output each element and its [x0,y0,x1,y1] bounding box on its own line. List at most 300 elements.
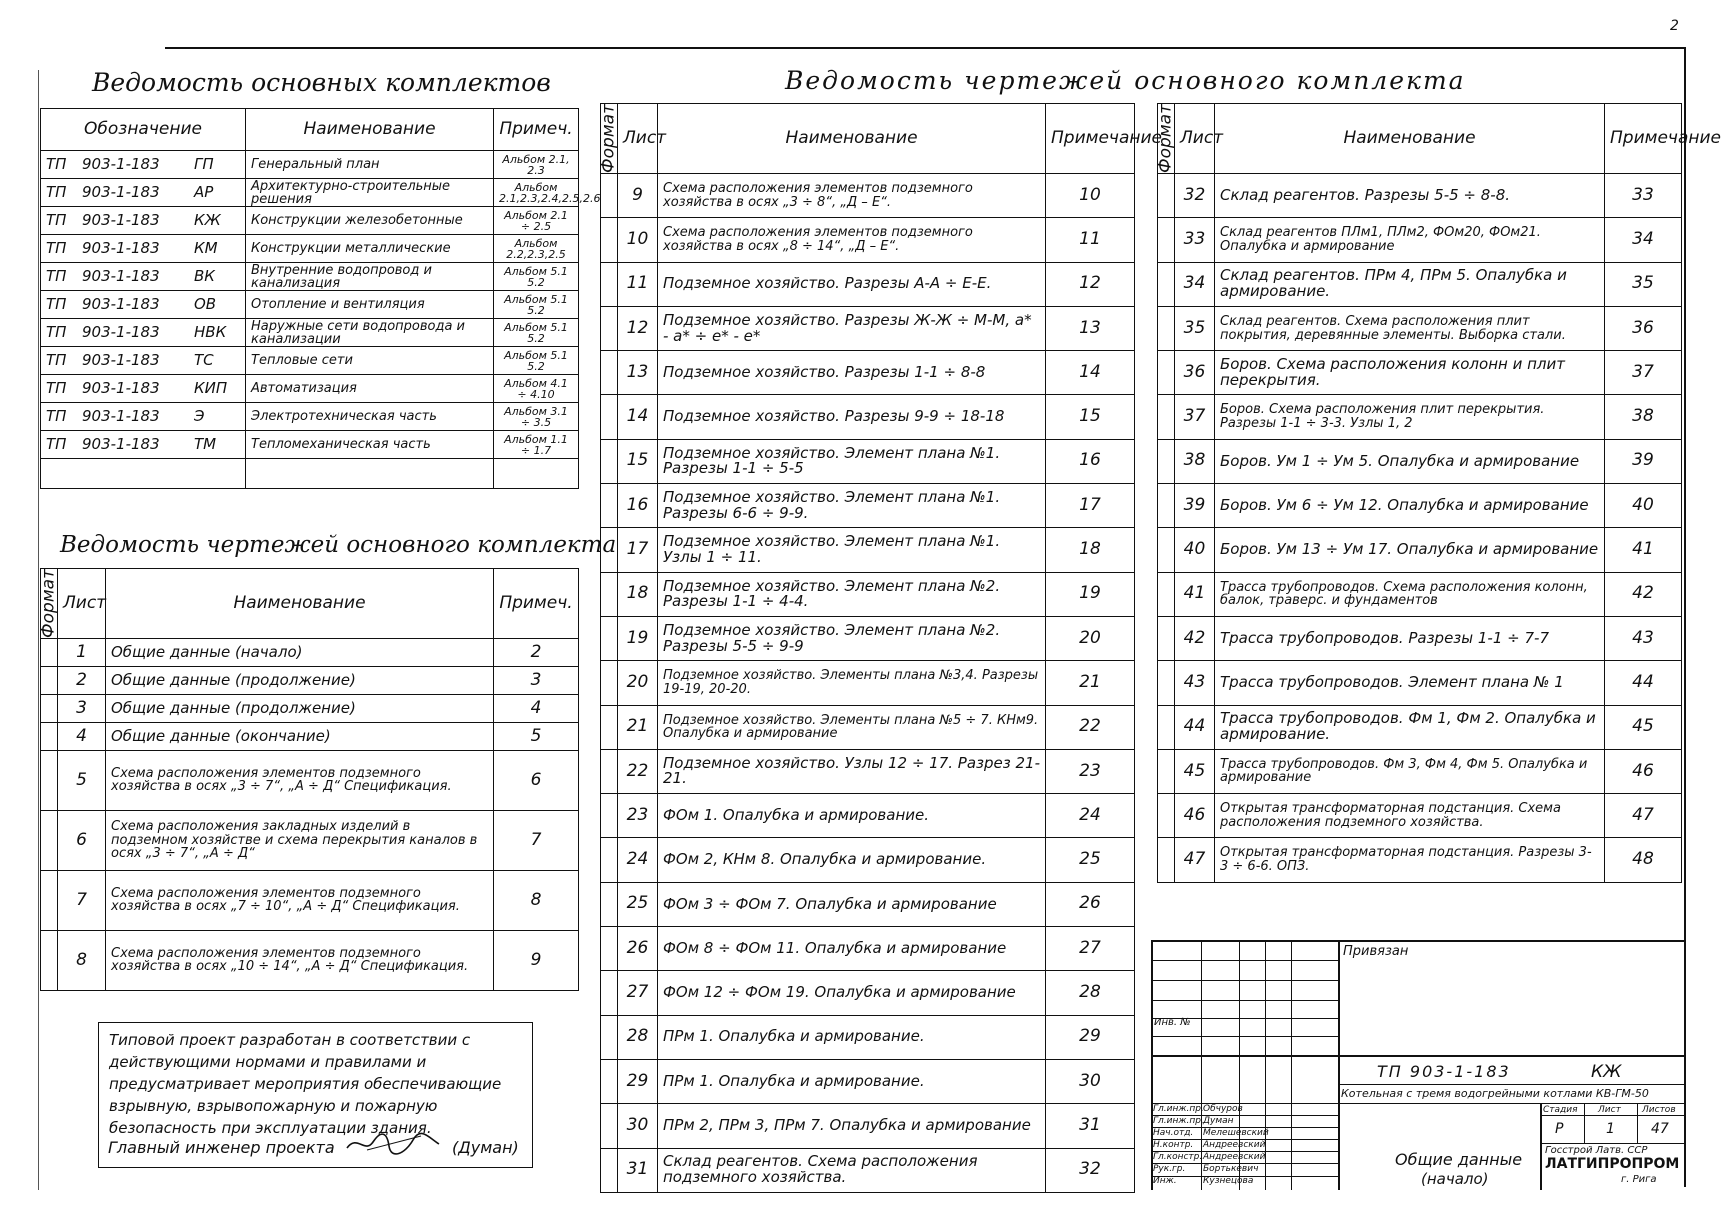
designation-mark: ВК [194,266,215,285]
note-cell: 6 [494,750,579,810]
table-row [601,971,1135,1015]
format-cell [1158,484,1175,528]
name-cell: Подземное хозяйство. Элемент плана №1. Разрезы 1-1 ÷ 5-5 [658,439,1046,483]
table-row [41,870,579,930]
format-cell [601,262,618,306]
table-row [1158,218,1682,262]
signer-role: Гл.инж.пр. [1153,1104,1204,1114]
sheet-cell: 17 [618,528,658,572]
organization-line-1: Госстрой Латв. ССР [1545,1145,1648,1156]
sheet-cell: 40 [1175,528,1215,572]
name-cell: Схема расположения элементов подземного хозяйства в осях „3 ÷ 8“, „Д – Е“. [658,173,1046,217]
sheet-cell: 38 [1175,439,1215,483]
note-cell: 28 [1046,971,1135,1015]
note-cell: 9 [494,930,579,990]
note-cell: 12 [1046,262,1135,306]
name-cell: Трасса трубопроводов. Разрезы 1-1 ÷ 7-7 [1215,616,1605,660]
sheet-cell: 42 [1175,616,1215,660]
note-cell: 45 [1605,705,1682,749]
signer-name: Обчуров [1203,1104,1243,1114]
format-cell [1158,794,1175,838]
sheet-cell: 22 [618,749,658,793]
designation: ТП 903-1-183 [1377,1062,1511,1081]
table-row [601,484,1135,528]
format-cell [41,750,58,810]
name-cell: Отопление и вентиляция [246,291,494,319]
signer-name: Бортькевич [1203,1164,1259,1174]
signer-role: Н.контр. [1153,1140,1194,1150]
object-name: Котельная с тремя водогрейными котлами КВ-ГМ-50 [1341,1087,1649,1100]
name-cell: Автоматизация [246,375,494,403]
note-cell: 5 [494,722,579,750]
note-cell: Альбом 3.1 ÷ 3.5 [494,403,579,431]
designation-code: 903-1-183 [82,434,160,453]
note-cell: 4 [494,694,579,722]
designation-mark: ОВ [194,294,217,313]
table-row [1158,173,1682,217]
name-cell: ФОм 12 ÷ ФОм 19. Опалубка и армирование [658,971,1046,1015]
name-cell: Трасса трубопроводов. Элемент плана № 1 [1215,661,1605,705]
name-cell: Подземное хозяйство. Разрезы Ж-Ж ÷ М-М, а* - а* ÷ е* - е* [658,306,1046,350]
table-row [1158,661,1682,705]
note-cell: 17 [1046,484,1135,528]
name-cell: Схема расположения элементов подземного хозяйства в осях „3 ÷ 7“, „А ÷ Д“ Спецификация. [106,750,494,810]
table-row [601,173,1135,217]
col-note: Примечание [1046,104,1135,174]
designation-cell [41,263,246,291]
col-sheet: Лист [1175,104,1215,174]
table-row [41,319,579,347]
note-cell: 31 [1046,1104,1135,1148]
note-cell: 36 [1605,306,1682,350]
note-cell: 48 [1605,838,1682,882]
set-mark: КЖ [1591,1062,1622,1082]
designation-prefix: ТП [46,434,67,453]
sheet-cell: 5 [58,750,106,810]
name-cell: Подземное хозяйство. Элемент плана №1. Узлы 1 ÷ 11. [658,528,1046,572]
designation-mark: АР [194,182,214,201]
format-cell [601,439,618,483]
name-cell: Схема расположения элементов подземного хозяйства в осях „8 ÷ 14“, „Д – Е“. [658,218,1046,262]
name-cell: Схема расположения элементов подземного хозяйства в осях „7 ÷ 10“, „А ÷ Д“ Спецификация. [106,870,494,930]
note-cell: 44 [1605,661,1682,705]
name-cell: ФОм 2, КНм 8. Опалубка и армирование. [658,838,1046,882]
signer-name: Андреевский [1203,1140,1266,1150]
name-cell: Тепломеханическая часть [246,431,494,459]
sheet-cell: 8 [58,930,106,990]
drawings-table-middle [598,103,1162,1193]
note-cell: 16 [1046,439,1135,483]
table-row [41,638,579,666]
signer-name: Мелешевский [1203,1128,1269,1138]
designation-mark: НВК [194,322,227,341]
note-cell: 10 [1046,173,1135,217]
table-row [601,1015,1135,1059]
format-cell [1158,173,1175,217]
table-row [601,882,1135,926]
sheet-cell: 24 [618,838,658,882]
note-cell: Альбом 5.1 5.2 [494,263,579,291]
sheet-cell: 1 [58,638,106,666]
table-row [601,1059,1135,1103]
format-cell [601,838,618,882]
format-cell [1158,395,1175,439]
name-cell: Подземное хозяйство. Узлы 12 ÷ 17. Разрез 21-21. [658,749,1046,793]
sheet-cell: 12 [618,306,658,350]
note-cell: Альбом 5.1 5.2 [494,347,579,375]
sheet-cell: 6 [58,810,106,870]
sheet-cell: 25 [618,882,658,926]
sheet-number: 1 [1606,1121,1615,1137]
note-cell: 27 [1046,927,1135,971]
sheet-cell: 29 [618,1059,658,1103]
empty-cell [246,459,494,489]
designation-code: 903-1-183 [82,266,160,285]
format-cell [1158,838,1175,882]
note-cell: 40 [1605,484,1682,528]
basic-sets-table [40,108,601,489]
sheet-cell: 41 [1175,572,1215,616]
name-cell: Трасса трубопроводов. Фм 3, Фм 4, Фм 5. Опалубка и армирование [1215,749,1605,793]
sheet-cell: 15 [618,439,658,483]
format-cell [601,971,618,1015]
name-cell: ПРм 1. Опалубка и армирование. [658,1015,1046,1059]
note-cell: 35 [1605,262,1682,306]
sheet-cell: 43 [1175,661,1215,705]
name-cell: Электротехническая часть [246,403,494,431]
name-cell: Открытая трансформаторная подстанция. Схема расположения подземного хозяйства. [1215,794,1605,838]
signer-name: Андреевский [1203,1152,1266,1162]
col-name: Наименование [1215,104,1605,174]
name-cell: Трасса трубопроводов. Схема расположения колонн, балок, траверс. и фундаментов [1215,572,1605,616]
format-cell [601,351,618,395]
signer-role: Инж. [1153,1176,1177,1186]
name-cell: Подземное хозяйство. Элемент плана №1. Разрезы 6-6 ÷ 9-9. [658,484,1046,528]
table-row [41,666,579,694]
table-row [601,749,1135,793]
table-row [41,431,579,459]
name-cell: Открытая трансформаторная подстанция. Разрезы 3-3 ÷ 6-6. ОПЗ. [1215,838,1605,882]
designation-mark: ГП [194,154,214,173]
table-row [601,1104,1135,1148]
note-cell: 19 [1046,572,1135,616]
table-row [41,694,579,722]
designation-code: 903-1-183 [82,210,160,229]
signer-role: Гл.констр. [1153,1152,1203,1162]
sheet-cell: 35 [1175,306,1215,350]
designation-cell [41,347,246,375]
table-row [41,235,579,263]
title-block [1151,940,1684,1190]
name-cell: Общие данные (окончание) [106,722,494,750]
note-cell: 41 [1605,528,1682,572]
drawings-table-left [40,568,579,991]
note-cell: 22 [1046,705,1135,749]
format-cell [601,661,618,705]
note-cell: 42 [1605,572,1682,616]
signer-name: Думан [1203,1116,1234,1126]
frame-right-line [1684,47,1686,1187]
sheet-cell: 18 [618,572,658,616]
note-cell: 34 [1605,218,1682,262]
table-row [601,351,1135,395]
note-cell: Альбом 4.1 ÷ 4.10 [494,375,579,403]
format-cell [601,528,618,572]
sheet-cell: 44 [1175,705,1215,749]
name-cell: Подземное хозяйство. Элементы плана №5 ÷ 7. КНм9. Опалубка и армирование [658,705,1046,749]
name-cell: Боров. Схема расположения колонн и плит перекрытия. [1215,351,1605,395]
designation-mark: КИП [194,378,228,397]
name-cell: Тепловые сети [246,347,494,375]
table-row [1158,528,1682,572]
designation-prefix: ТП [46,294,67,313]
note-cell: 8 [494,870,579,930]
signer-name: Кузнецова [1203,1176,1254,1186]
sheet-cell: 19 [618,616,658,660]
table-row [41,207,579,235]
sheet-cell: 10 [618,218,658,262]
designation-prefix: ТП [46,378,67,397]
table-row-empty [41,459,579,489]
sheet-cell: 37 [1175,395,1215,439]
name-cell: Склад реагентов. Разрезы 5-5 ÷ 8-8. [1215,173,1605,217]
name-cell: Архитектурно-строительные решения [246,179,494,207]
note-cell: 7 [494,810,579,870]
note-cell: 32 [1046,1148,1135,1192]
design-note-text: Типовой проект разработан в соответствии с действующими нормами и правилами и предусматривает мероприятия обеспечивающие взрывную, взрывопожарную и пожарную безопасность при эксплуатации здания. [109,1031,502,1137]
table-row [41,375,579,403]
note-cell: Альбом 2.1,2.3,2.4,2.5,2.6 [494,179,579,207]
format-cell [41,810,58,870]
col-name: Наименование [246,109,494,151]
col-name: Наименование [106,569,494,639]
table-row [1158,395,1682,439]
sheet-title-line-2: (начало) [1421,1170,1489,1188]
chief-engineer-label: Главный инженер проекта [108,1138,335,1157]
designation-cell [41,375,246,403]
format-cell [41,666,58,694]
table-row [41,403,579,431]
note-cell: 46 [1605,749,1682,793]
table-row [1158,351,1682,395]
note-cell: 11 [1046,218,1135,262]
note-cell: 2 [494,638,579,666]
sheet-cell: 9 [618,173,658,217]
organization-line-3: г. Рига [1621,1174,1657,1185]
drawings-heading-right: Ведомость чертежей основного комплекта [785,66,1466,95]
note-cell: 23 [1046,749,1135,793]
table-row [1158,262,1682,306]
designation-prefix: ТП [46,238,67,257]
designation-code: 903-1-183 [82,378,160,397]
note-cell: 38 [1605,395,1682,439]
designation-code: 903-1-183 [82,294,160,313]
table-row [41,750,579,810]
chief-engineer-name: (Думан) [452,1138,519,1157]
format-cell [41,722,58,750]
table-row [41,347,579,375]
designation-prefix: ТП [46,210,67,229]
sheet-cell: 7 [58,870,106,930]
sheets-total: 47 [1651,1121,1669,1137]
format-cell [1158,616,1175,660]
col-sheet: Лист [618,104,658,174]
empty-cell [494,459,579,489]
designation-prefix: ТП [46,350,67,369]
signer-role: Гл.инж.пр. [1153,1116,1204,1126]
name-cell: Внутренние водопровод и канализация [246,263,494,291]
note-cell: 14 [1046,351,1135,395]
note-cell: 43 [1605,616,1682,660]
sheet-cell: 31 [618,1148,658,1192]
format-cell [41,930,58,990]
designation-code: 903-1-183 [82,182,160,201]
designation-mark: ТС [194,350,214,369]
sheet-cell: 2 [58,666,106,694]
name-cell: Генеральный план [246,151,494,179]
table-row [41,810,579,870]
note-cell: 3 [494,666,579,694]
note-cell: 13 [1046,306,1135,350]
format-cell [41,638,58,666]
format-cell [1158,218,1175,262]
name-cell: Склад реагентов. Схема расположения плит покрытия, деревянные элементы. Выборка стали. [1215,306,1605,350]
empty-cell [41,459,246,489]
designation-cell [41,207,246,235]
designation-prefix: ТП [46,266,67,285]
note-cell: 30 [1046,1059,1135,1103]
note-cell: 21 [1046,661,1135,705]
name-cell: Конструкции железобетонные [246,207,494,235]
note-cell: 26 [1046,882,1135,926]
designation-code: 903-1-183 [82,322,160,341]
name-cell: Конструкции металлические [246,235,494,263]
sheet-cell: 46 [1175,794,1215,838]
designation-mark: ТМ [194,434,217,453]
organization-line-2: ЛАТГИПРОПРОМ [1545,1156,1680,1172]
name-cell: Боров. Ум 13 ÷ Ум 17. Опалубка и армирование [1215,528,1605,572]
table-row [1158,484,1682,528]
format-cell [601,1148,618,1192]
designation-code: 903-1-183 [82,350,160,369]
format-cell [601,395,618,439]
basic-sets-heading: Ведомость основных комплектов [92,68,551,97]
sheet-cell: 30 [618,1104,658,1148]
name-cell: ПРм 1. Опалубка и армирование. [658,1059,1046,1103]
signer-role: Нач.отд. [1153,1128,1194,1138]
table-row [41,151,579,179]
sheet-cell: 4 [58,722,106,750]
format-cell [1158,351,1175,395]
table-row [601,439,1135,483]
table-row [601,306,1135,350]
table-row [601,927,1135,971]
designation-prefix: ТП [46,154,67,173]
name-cell: Трасса трубопроводов. Фм 1, Фм 2. Опалубка и армирование. [1215,705,1605,749]
designation-cell [41,235,246,263]
designation-cell [41,291,246,319]
stage-label: Стадия [1543,1105,1578,1115]
sheet-cell: 3 [58,694,106,722]
note-cell: Альбом 1.1 ÷ 1.7 [494,431,579,459]
format-cell [601,1104,618,1148]
name-cell: Схема расположения элементов подземного хозяйства в осях „10 ÷ 14“, „А ÷ Д“ Спецификация. [106,930,494,990]
designation-prefix: ТП [46,322,67,341]
designation-code: 903-1-183 [82,154,160,173]
format-cell [41,694,58,722]
drawings-heading-left: Ведомость чертежей основного комплекта [60,532,617,558]
note-cell: 18 [1046,528,1135,572]
note-cell: 37 [1605,351,1682,395]
format-cell [1158,528,1175,572]
note-cell: 20 [1046,616,1135,660]
table-row [1158,306,1682,350]
table-row [601,838,1135,882]
name-cell: Склад реагентов. Схема расположения подземного хозяйства. [658,1148,1046,1192]
table-row [41,930,579,990]
corner-mark: 2 [1670,18,1679,34]
drawings-table-right [1155,103,1721,883]
note-cell: 24 [1046,794,1135,838]
name-cell: Подземное хозяйство. Элемент плана №2. Разрезы 5-5 ÷ 9-9 [658,616,1046,660]
table-row [601,395,1135,439]
format-cell [601,572,618,616]
table-row [1158,705,1682,749]
sheet-cell: 36 [1175,351,1215,395]
table-row [1158,794,1682,838]
format-cell [41,870,58,930]
designation-cell [41,431,246,459]
format-cell [1158,749,1175,793]
table-row [1158,749,1682,793]
table-row [601,528,1135,572]
format-cell [1158,439,1175,483]
format-cell [601,484,618,528]
signer-role: Рук.гр. [1153,1164,1186,1174]
sheet-cell: 32 [1175,173,1215,217]
designation-mark: КМ [194,238,218,257]
table-row [601,661,1135,705]
table-row [601,572,1135,616]
format-cell [601,1059,618,1103]
sheet-cell: 20 [618,661,658,705]
format-cell [601,173,618,217]
name-cell: Подземное хозяйство. Разрезы А-А ÷ Е-Е. [658,262,1046,306]
sheet-title-line-1: Общие данные [1395,1150,1523,1169]
col-format: Формат [1155,104,1176,173]
bound-label: Привязан [1343,944,1409,959]
note-cell: Альбом 5.1 5.2 [494,319,579,347]
format-cell [601,794,618,838]
col-format: Формат [38,569,59,638]
name-cell: Общие данные (начало) [106,638,494,666]
col-note: Примеч. [494,109,579,151]
designation-cell [41,403,246,431]
sheet-cell: 28 [618,1015,658,1059]
table-row [601,794,1135,838]
format-cell [1158,262,1175,306]
name-cell: Подземное хозяйство. Элементы плана №3,4. Разрезы 19-19, 20-20. [658,661,1046,705]
table-row [41,263,579,291]
name-cell: Подземное хозяйство. Разрезы 1-1 ÷ 8-8 [658,351,1046,395]
format-cell [601,927,618,971]
name-cell: Склад реагентов. ПРм 4, ПРм 5. Опалубка и армирование. [1215,262,1605,306]
table-row [1158,572,1682,616]
designation-mark: Э [194,406,205,425]
col-format: Формат [598,104,619,173]
format-cell [601,218,618,262]
note-cell: 15 [1046,395,1135,439]
